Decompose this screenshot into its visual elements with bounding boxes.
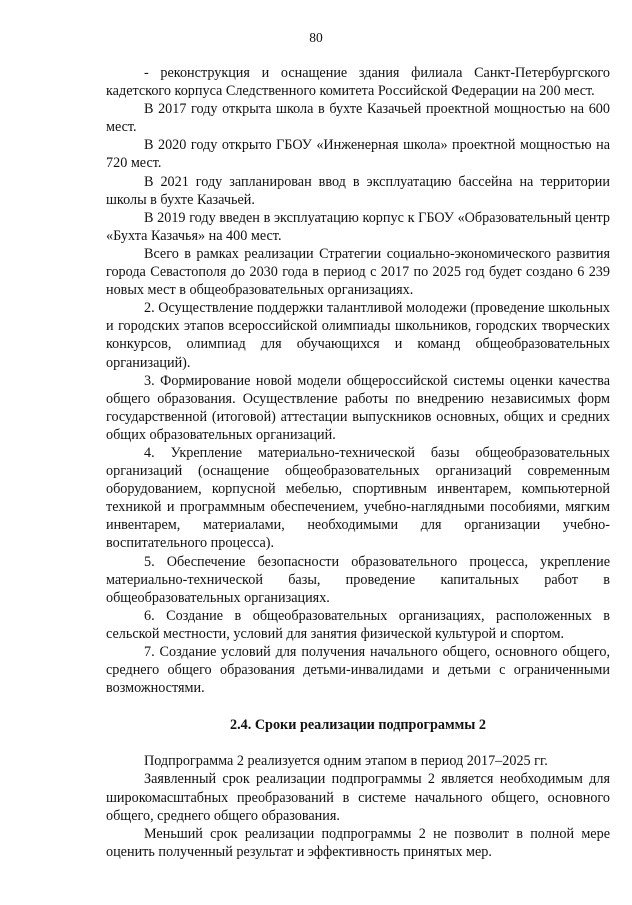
paragraph: 7. Создание условий для получения начального общего, основного общего, среднего общего образования детьми-инвалидами и детьми с ограниченными возможностями. bbox=[106, 644, 610, 697]
paragraph: 6. Создание в общеобразовательных организациях, расположенных в сельской местности, условий для занятия физической культурой и спортом. bbox=[106, 607, 610, 642]
paragraph: Всего в рамках реализации Стратегии социально-экономического развития города Севастополя до 2030 года в период с 2017 по 2025 год будет создано 6 239 новых мест в общеобразовательных организациях. bbox=[106, 245, 610, 299]
paragraph: Меньший срок реализации подпрограммы 2 не позволит в полной мере оценить полученный результат и эффективность принятых мер. bbox=[106, 825, 610, 860]
section-heading: 2.4. Сроки реализации подпрограммы 2 bbox=[229, 717, 487, 734]
paragraph: 5. Обеспечение безопасности образовательного процесса, укрепление материально-технической базы, проведение капитальных работ в общеобразовательных организациях. bbox=[106, 553, 610, 606]
page-number: 80 bbox=[309, 30, 323, 45]
paragraph: 2. Осуществление поддержки талантливой молодежи (проведение школьных и городских этапов всероссийской олимпиады школьников, городских творческих конкурсов, олимпиад для обучающихся и команд общеобразовательных организаций). bbox=[106, 300, 610, 371]
paragraph: Заявленный срок реализации подпрограммы 2 является необходимым для широкомасштабных преобразований в системе начального общего, основного общего, среднего общего образования. bbox=[106, 771, 610, 824]
paragraph: Подпрограмма 2 реализуется одним этапом в период 2017–2025 гг. bbox=[144, 753, 548, 770]
document-body bbox=[106, 64, 610, 861]
paragraph: В 2017 году открыта школа в бухте Казачьей проектной мощностью на 600 мест. bbox=[106, 101, 610, 136]
paragraph: В 2020 году открыто ГБОУ «Инженерная школа» проектной мощностью на 720 мест. bbox=[106, 137, 610, 172]
paragraph: 4. Укрепление материально-технической базы общеобразовательных организаций (оснащение общеобразовательных организаций современным оборудованием, корпусной мебелью, спортивным инвентарем, компьютерной техникой и программным обеспечением, учебно-наглядными пособиями, мягким инвентарем, материалами, необходимыми для организации учебно-воспитательного процесса). bbox=[106, 444, 610, 552]
paragraph: - реконструкция и оснащение здания филиала Санкт-Петербургского кадетского корпуса Следственного комитета Российской Федерации на 200 мест. bbox=[106, 65, 610, 100]
paragraph: 3. Формирование новой модели общероссийской системы оценки качества общего образования. Осуществление работы по внедрению независимых форм государственной (итоговой) аттестации выпускников основных, общих и средних общих образовательных организаций. bbox=[106, 372, 610, 443]
paragraph: В 2019 году введен в эксплуатацию корпус к ГБОУ «Образовательный центр «Бухта Казачья» на 400 мест. bbox=[106, 209, 610, 244]
paragraph: В 2021 году запланирован ввод в эксплуатацию бассейна на территории школы в бухте Казачьей. bbox=[106, 173, 610, 208]
